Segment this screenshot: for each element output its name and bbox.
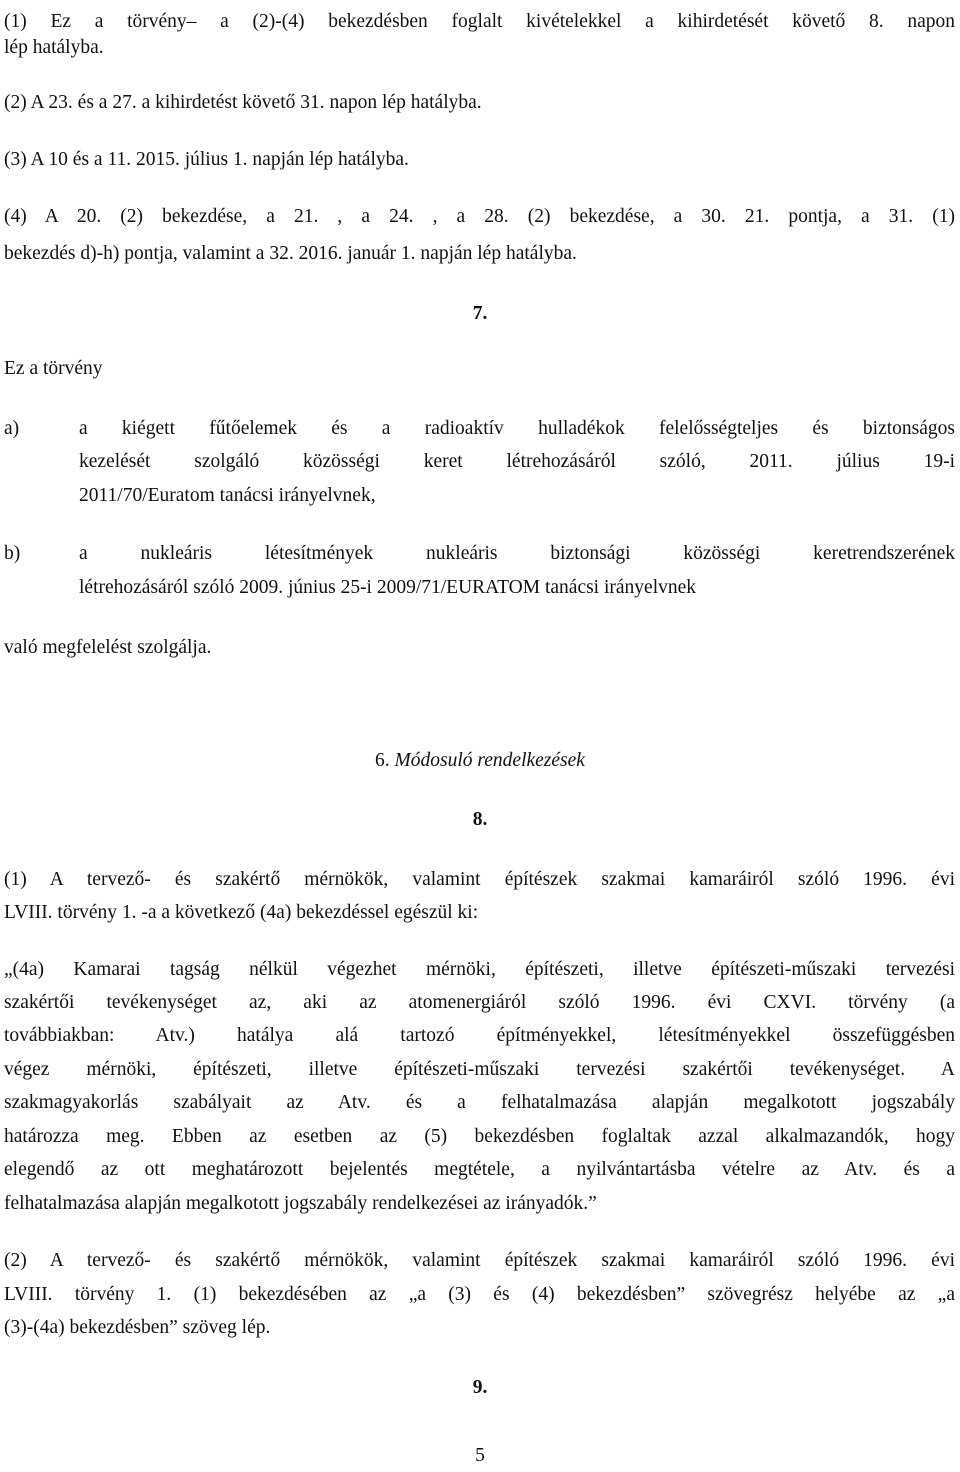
chapter-6-heading — [0, 749, 960, 773]
item-b-line-2: létrehozásáról szóló 2009. június 25-i 2009/71/EURATOM tanácsi irányelvnek — [79, 577, 697, 598]
item-b-label: b) — [4, 543, 21, 564]
section-8-p1-line-1: (1) A tervező- és szakértő mérnökök, valamint építészek szakmai kamaráiról szóló 1996. évi — [4, 869, 955, 890]
section-7-intro: Ez a törvény — [4, 358, 103, 379]
section-8-heading: 8. — [472, 809, 488, 830]
quote-line-8: felhatalmazása alapján megalkotott jogszabály rendelkezései az irányadók.” — [4, 1193, 597, 1214]
item-a-line-1: a kiégett fűtőelemek és a radioaktív hulladékok felelősségteljes és biztonságos — [79, 418, 955, 439]
section-8-p2-line-3: (3)-(4a) bekezdésben” szöveg lép. — [4, 1317, 271, 1338]
item-a-line-2: kezelését szolgáló közösségi keret létrehozásáról szóló, 2011. július 19-i — [79, 451, 955, 472]
quote-line-4: végez mérnöki, építészeti, illetve építészeti-műszaki tervezési szakértői tevékenységet. A — [4, 1059, 955, 1080]
paragraph-1-line-2: lép hatályba. — [4, 37, 104, 58]
paragraph-3: (3) A 10 és a 11. 2015. július 1. napján lép hatályba. — [4, 149, 409, 170]
quote-line-5: szakmagyakorlás szabályait az Atv. és a felhatalmazása alapján megalkotott jogszabály — [4, 1092, 955, 1113]
paragraph-2: (2) A 23. és a 27. a kihirdetést követő 31. napon lép hatályba. — [4, 92, 482, 113]
item-b-line-1: a nukleáris létesítmények nukleáris biztonsági közösségi keretrendszerének — [79, 543, 955, 564]
item-a-line-3: 2011/70/Euratom tanácsi irányelvnek, — [79, 485, 376, 506]
item-a-label: a) — [4, 418, 20, 439]
chapter-number: 6. — [375, 750, 390, 771]
quote-line-1: „(4a) Kamarai tagság nélkül végezhet mérnöki, építészeti, illetve építészeti-műszaki tervezési — [4, 959, 955, 980]
section-8-p2-line-2: LVIII. törvény 1. (1) bekezdésében az „a (3) és (4) bekezdésben” szövegrész helyébe az „a — [4, 1284, 955, 1305]
section-9-heading: 9. — [472, 1377, 488, 1398]
section-8-p2-line-1: (2) A tervező- és szakértő mérnökök, valamint építészek szakmai kamaráiról szóló 1996. évi — [4, 1250, 955, 1271]
section-7-closing: való megfelelést szolgálja. — [4, 637, 212, 658]
chapter-title: Módosuló rendelkezések — [394, 750, 585, 771]
quote-line-2: szakértői tevékenységet az, aki az atomenergiáról szóló 1996. évi CXVI. törvény (a — [4, 992, 955, 1013]
paragraph-4-line-1: (4) A 20. (2) bekezdése, a 21. , a 24. , a 28. (2) bekezdése, a 30. 21. pontja, a 31. (1) — [4, 206, 955, 227]
quote-line-7: elegendő az ott meghatározott bejelentés megtétele, a nyilvántartásba vételre az Atv. és a — [4, 1159, 955, 1180]
page-number: 5 — [475, 1445, 485, 1466]
paragraph-1-line-1: (1) Ez a törvény– a (2)-(4) bekezdésben foglalt kivételekkel a kihirdetését követő 8. napon — [4, 11, 955, 32]
paragraph-4-line-2: bekezdés d)-h) pontja, valamint a 32. 2016. január 1. napján lép hatályba. — [4, 243, 577, 264]
quote-line-3: továbbiakban: Atv.) hatálya alá tartozó építményekkel, létesítményekkel összefüggésben — [4, 1025, 955, 1046]
quote-line-6: határozza meg. Ebben az esetben az (5) bekezdésben foglaltak azzal alkalmazandók, hogy — [4, 1126, 955, 1147]
section-8-p1-line-2: LVIII. törvény 1. -a a következő (4a) bekezdéssel egészül ki: — [4, 902, 479, 923]
section-7-heading: 7. — [472, 303, 488, 324]
